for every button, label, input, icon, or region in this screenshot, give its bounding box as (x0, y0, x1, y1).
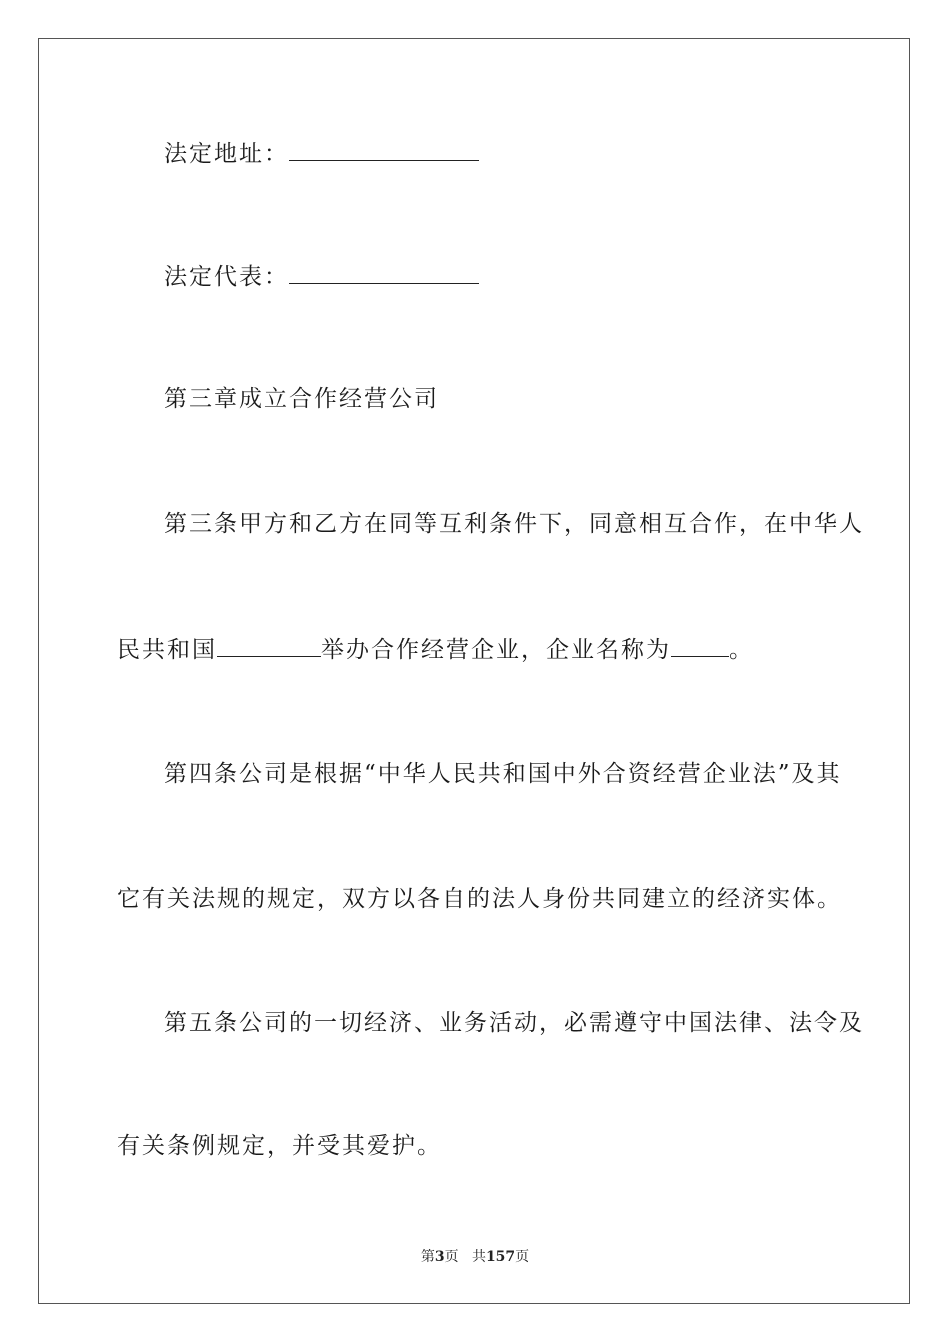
chapter-heading (0, 384, 950, 414)
article-5-text-2: 有关条例规定，并受其爱护。 (117, 1133, 442, 1159)
location-blank (217, 634, 321, 657)
article-4-text-1: 第四条公司是根据“中华人民共和国中外合资经营企业法”及其 (164, 761, 842, 787)
article-4-text-2: 它有关法规的规定，双方以各自的法人身份共同建立的经济实体。 (117, 886, 842, 912)
legal-representative-line (0, 261, 950, 292)
article-3-text-2c: 。 (729, 637, 754, 663)
article-3-line-2 (0, 634, 950, 665)
article-5-text-1: 第五条公司的一切经济、业务活动，必需遵守中国法律、法令及 (164, 1010, 864, 1036)
total-pages: 157 (485, 1249, 516, 1265)
page-footer (0, 1248, 950, 1266)
article-3-text-2a: 民共和国 (117, 637, 217, 663)
page-prefix: 第 (420, 1249, 435, 1265)
article-5-line-2 (0, 1131, 950, 1161)
legal-address-label: 法定地址： (164, 141, 289, 167)
legal-address-line (0, 138, 950, 169)
article-3-line-1 (0, 509, 950, 539)
article-3-text-2b: 举办合作经营企业，企业名称为 (321, 637, 671, 663)
article-4-line-1 (0, 759, 950, 789)
legal-representative-blank (289, 261, 479, 284)
legal-address-blank (289, 138, 479, 161)
total-suffix: 页 (515, 1249, 530, 1265)
total-prefix: 共 (471, 1249, 486, 1265)
page-suffix: 页 (444, 1249, 459, 1265)
article-4-line-2 (0, 884, 950, 914)
legal-representative-label: 法定代表： (164, 264, 289, 290)
article-5-line-1 (0, 1008, 950, 1038)
company-name-blank (671, 634, 729, 657)
page-number: 3 (434, 1249, 445, 1265)
article-3-text-1: 第三条甲方和乙方在同等互利条件下，同意相互合作，在中华人 (164, 511, 864, 537)
chapter-heading-text: 第三章成立合作经营公司 (164, 386, 439, 412)
page-border (38, 38, 910, 1304)
